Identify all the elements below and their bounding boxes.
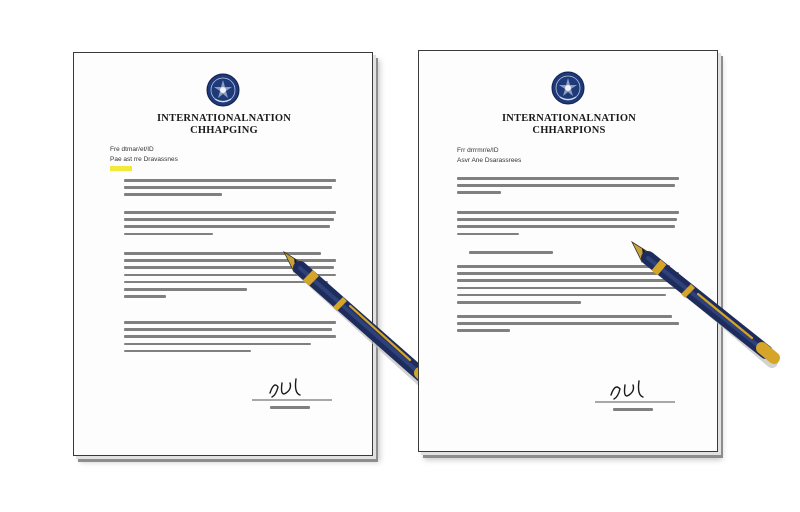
paragraph-1 <box>124 179 336 201</box>
paragraph-2 <box>124 211 336 240</box>
paragraph-1 <box>457 177 679 199</box>
signature-name <box>270 406 310 413</box>
paragraph-4 <box>124 321 336 357</box>
paragraph-5 <box>457 315 679 337</box>
reference-line: Fre dtmar/et/ID <box>110 146 154 153</box>
paragraph-3 <box>469 251 679 258</box>
document-left <box>73 52 373 456</box>
reference-line-highlighted: Pae ast rre Dravassnes <box>110 156 178 163</box>
paragraph-3 <box>124 252 336 302</box>
reference-line: Frr drrrmr/e/ID <box>457 147 499 154</box>
paragraph-2 <box>457 211 679 240</box>
signature-name <box>613 408 653 415</box>
highlight-mark <box>110 166 132 171</box>
signature <box>595 375 675 405</box>
emblem-icon <box>206 73 240 107</box>
org-title: INTERNATIONALNATION CHHAPGING <box>156 113 292 136</box>
document-right <box>418 50 718 452</box>
emblem-icon <box>551 71 585 105</box>
org-title: INTERNATIONALNATION CHHARPIONS <box>501 113 637 136</box>
signature <box>252 373 332 403</box>
reference-line: Asvr Ane Dsarassrees <box>457 157 522 164</box>
paragraph-4 <box>457 265 679 308</box>
